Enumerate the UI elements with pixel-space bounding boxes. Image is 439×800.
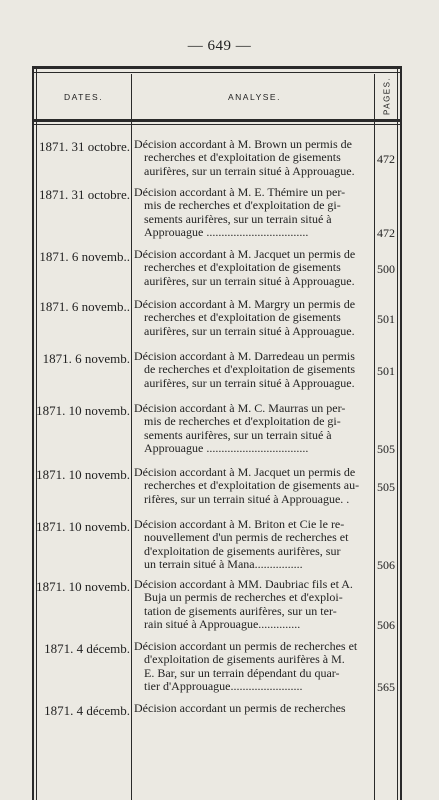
entry-date: 1871. 10 novemb. <box>36 467 130 482</box>
analysis-line: Décision accordant à M. Jacquet un permis de <box>134 465 356 479</box>
entry-page: 506 <box>377 618 395 633</box>
left-border <box>32 66 34 800</box>
header-pages: PAGES. <box>382 76 392 116</box>
analysis-line: rifères, sur un terrain situé à Approuague. . <box>144 491 350 506</box>
entry-analysis <box>134 518 372 572</box>
register-table <box>32 66 402 800</box>
entry-analysis <box>134 466 372 506</box>
analysis-line: Buja un permis de recherches et d'exploi- <box>144 590 343 605</box>
analysis-line: recherches et d'exploitation de gisements <box>144 150 341 165</box>
analysis-line: tier d'Approuague........................ <box>144 679 303 694</box>
entry-page: 500 <box>377 261 395 276</box>
top-rule <box>32 66 402 69</box>
entry-analysis <box>134 402 372 456</box>
entry-analysis <box>134 138 372 178</box>
analysis-line: Décision accordant à M. Briton et Cie le re- <box>134 517 345 531</box>
entry-page: 472 <box>377 151 395 166</box>
entry-analysis <box>134 186 372 240</box>
header-rule <box>32 119 402 122</box>
analysis-line: Décision accordant à M. Jacquet un permis de <box>134 247 356 261</box>
entry-date: 1871. 4 décemb. <box>44 641 130 656</box>
entry-page: 505 <box>377 479 395 494</box>
analysis-line: d'exploitation de gisements aurifères à M. <box>144 652 345 667</box>
entry-date: 1871. 31 octobre. <box>39 139 130 154</box>
analysis-line: rain situé à Approuague.............. <box>144 617 301 632</box>
entry-date: 1871. 4 décemb. <box>44 703 130 718</box>
top-rule-thin <box>32 72 402 73</box>
analysis-line: Décision accordant à MM. Daubriac fils et A. <box>134 577 353 591</box>
analysis-line: aurifères, sur un terrain situé à Approuague. <box>144 375 355 390</box>
entry-page: 501 <box>377 363 395 378</box>
analysis-line: Décision accordant à M. Darredeau un permis <box>134 349 355 363</box>
entry-date: 1871. 31 octobre. <box>39 187 130 202</box>
page-number: — 649 — <box>187 38 252 54</box>
analysis-line: tation de gisements aurifères, sur un ter- <box>144 603 337 618</box>
entry-date: 1871. 10 novemb. <box>36 403 130 418</box>
analysis-line: E. Bar, sur un terrain dépendant du quar- <box>144 665 340 680</box>
column-separator-dates <box>131 74 132 800</box>
analysis-line: d'exploitation de gisements aurifères, sur <box>144 543 341 558</box>
analysis-line: recherches et d'exploitation de gisements <box>144 260 341 275</box>
entry-date: 1871. 6 novemb.. <box>39 249 130 264</box>
right-border-thin <box>397 66 398 800</box>
analysis-line: de recherches et d'exploitation de gisements <box>144 362 356 377</box>
analysis-line: Approuague .................................. <box>144 225 309 240</box>
entry-date: 1871. 6 novemb. <box>42 351 130 366</box>
analysis-line: mis de recherches et d'exploitation de gi- <box>144 198 341 213</box>
analysis-line: Décision accordant à M. Brown un permis de <box>134 137 352 151</box>
header-dates: DATES. <box>64 92 104 102</box>
entry-analysis <box>134 350 372 390</box>
analysis-line: Décision accordant un permis de recherches <box>134 701 346 715</box>
analysis-line: sements aurifères, sur un terrain situé à <box>144 427 332 442</box>
analysis-line: mis de recherches et d'exploitation de gi- <box>144 414 341 429</box>
analysis-line: Décision accordant à M. E. Thémire un per- <box>134 185 346 199</box>
analysis-line: aurifères, sur un terrain situé à Approuague. <box>144 273 355 288</box>
analysis-line: Décision accordant un permis de recherches et <box>134 639 358 653</box>
analysis-line: aurifères, sur un terrain situé à Approuague. <box>144 323 355 338</box>
entry-page: 501 <box>377 311 395 326</box>
analysis-line: sements aurifères, sur un terrain situé à <box>144 211 332 226</box>
analysis-line: Approuague .................................. <box>144 441 309 456</box>
entry-page: 506 <box>377 558 395 573</box>
entry-page: 505 <box>377 442 395 457</box>
analysis-line: recherches et d'exploitation de gisements au- <box>144 478 360 493</box>
left-border-thin <box>36 66 37 800</box>
entry-analysis <box>134 640 372 694</box>
header-analyse: ANALYSE. <box>228 92 281 102</box>
entry-analysis <box>134 702 372 715</box>
analysis-line: recherches et d'exploitation de gisements <box>144 310 341 325</box>
entry-date: 1871. 10 novemb. <box>36 579 130 594</box>
entry-page: 565 <box>377 680 395 695</box>
analysis-line: Décision accordant à M. C. Maurras un per- <box>134 401 346 415</box>
analysis-line: aurifères, sur un terrain situé à Approuague. <box>144 163 355 178</box>
entry-analysis <box>134 298 372 338</box>
entry-page: 472 <box>377 226 395 241</box>
entry-analysis <box>134 248 372 288</box>
analysis-line: nouvellement d'un permis de recherches et <box>144 530 349 545</box>
entry-analysis <box>134 578 372 632</box>
entry-date: 1871. 6 novemb.. <box>39 299 130 314</box>
analysis-line: un terrain situé à Mana................ <box>144 557 303 572</box>
header-rule-thin <box>32 124 402 125</box>
analysis-line: Décision accordant à M. Margry un permis de <box>134 297 356 311</box>
entry-date: 1871. 10 novemb. <box>36 519 130 534</box>
right-border <box>400 66 402 800</box>
